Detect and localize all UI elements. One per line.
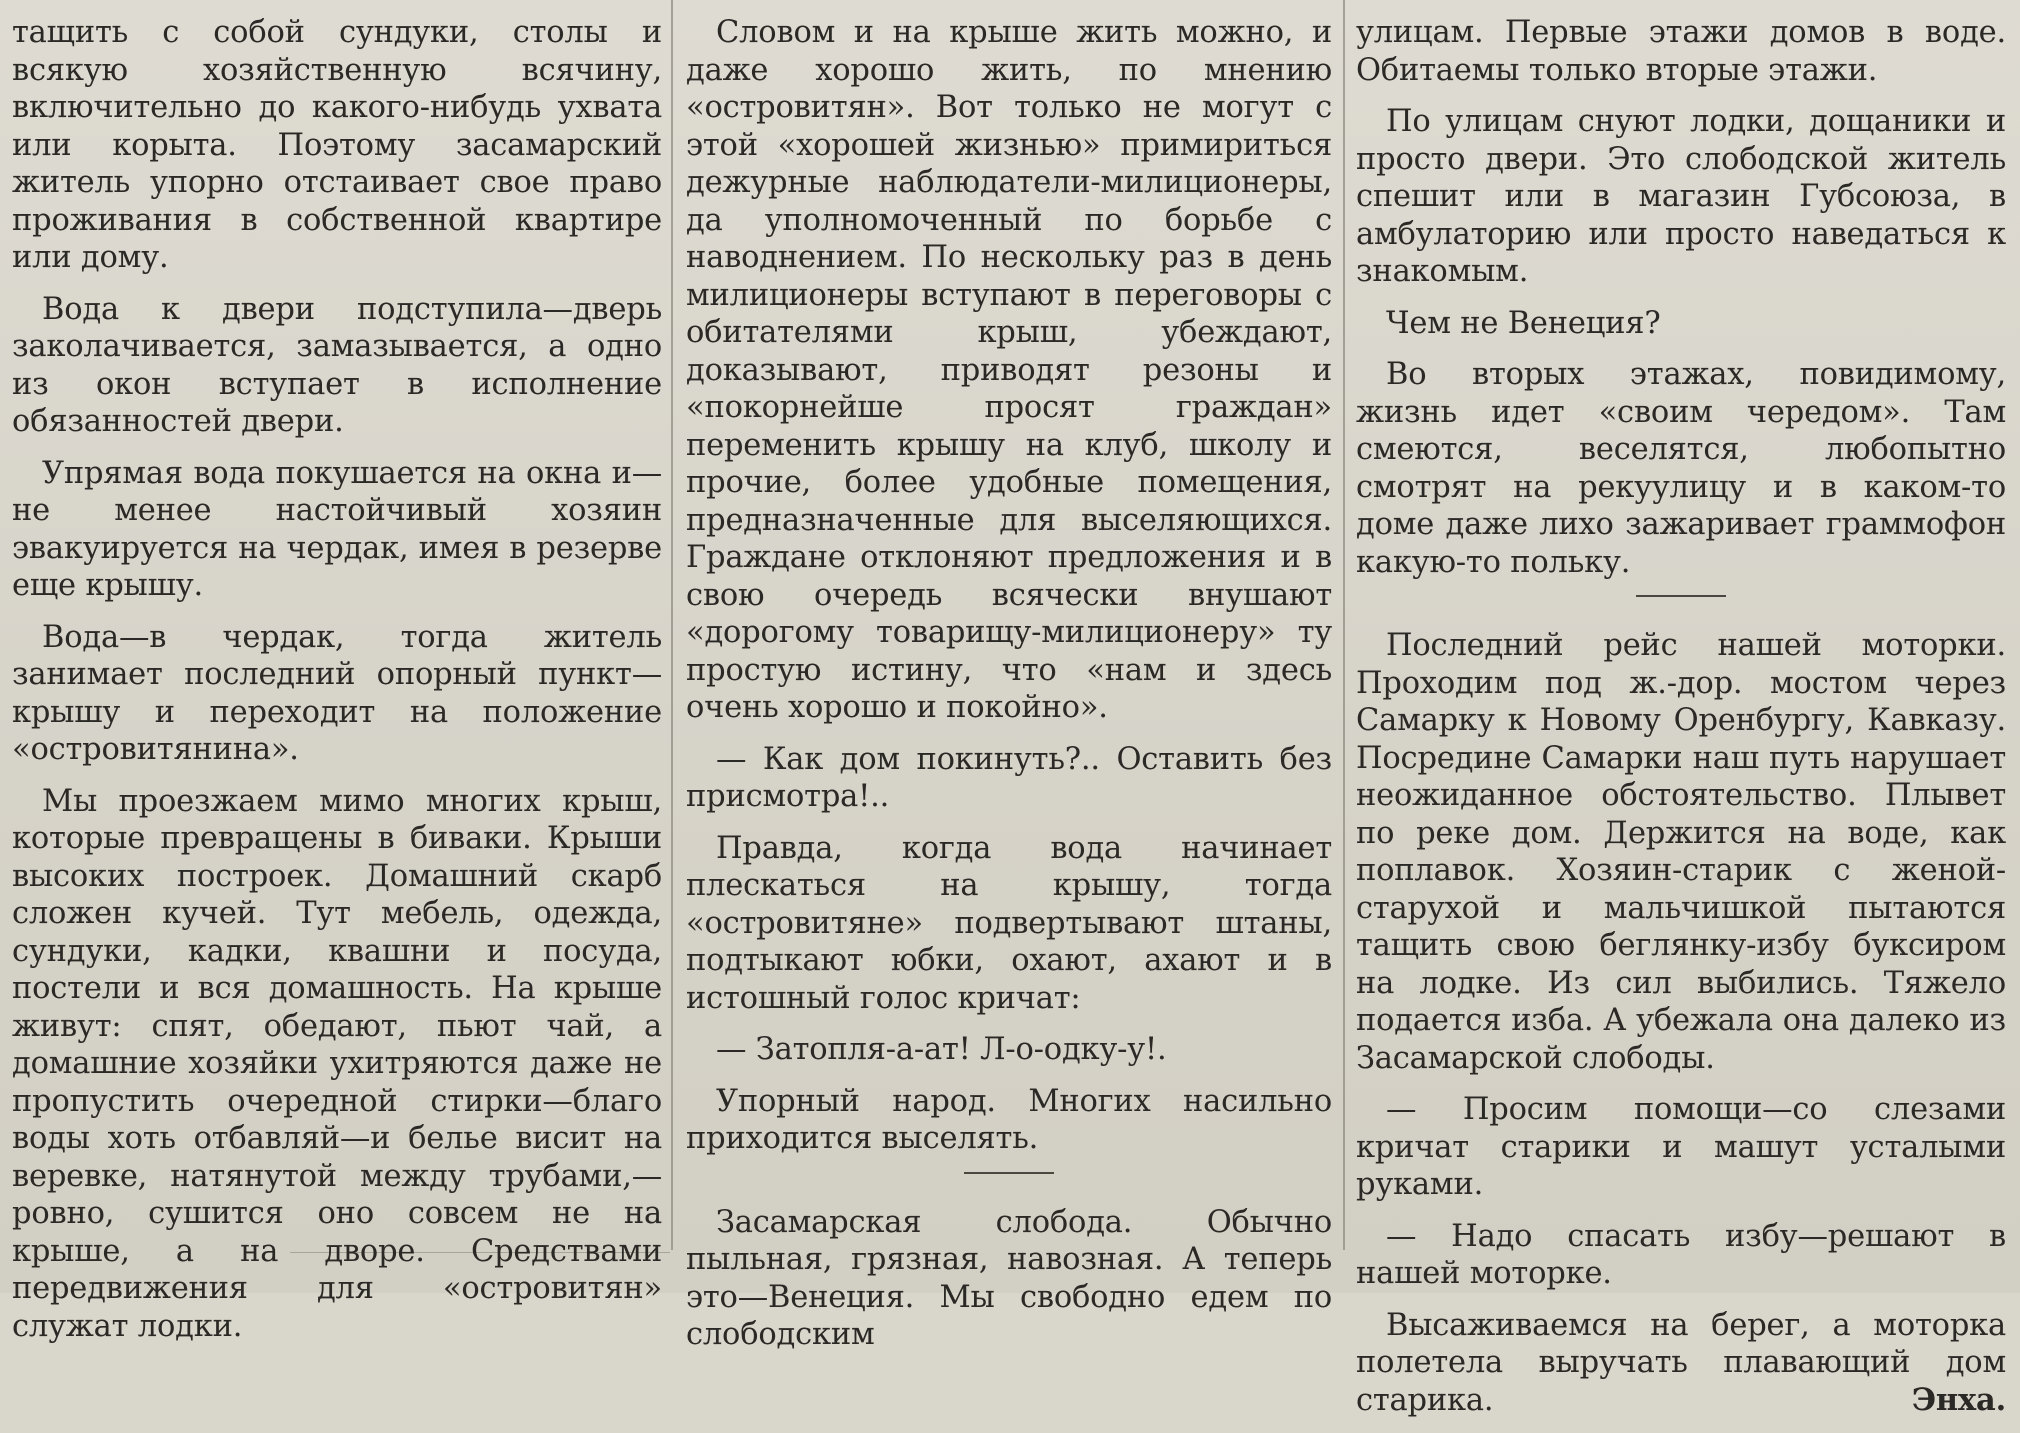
column-rule-right — [1343, 0, 1345, 1250]
paragraph: Вода—в чердак, тогда житель занимает последний опорный пункт—крышу и переходит на положение «островитянина». — [12, 619, 662, 767]
paragraph: — Как дом покинуть?.. Оставить без присмотра!.. — [686, 741, 1332, 814]
column-rule-left — [671, 0, 673, 1250]
paragraph: Засамарская слобода. Обычно пыльная, грязная, навозная. А теперь это—Венеция. Мы свободно едем по слободским — [686, 1204, 1332, 1352]
author-signature: Энха. — [1911, 1381, 2006, 1418]
paragraph: Последний рейс нашей моторки. Проходим под ж.-дор. мостом через Самарку к Новому Оренбургу, Кавказу. Посредине Самарки наш путь нарушает неожиданное обстоятельство. Плывет по реке дом. Держится на воде, как поплавок. Хозяин-старик с женой-старухой и мальчишкой пытаются тащить свою беглянку-избу буксиром на лодке. Из сил выбились. Тяжело подается изба. А убежала она далеко из Засамарской слободы. — [1356, 628, 2006, 1076]
paragraph: Вода к двери подступила—дверь заколачивается, замазывается, а одно из окон вступает в исполнение обязанностей двери. — [12, 291, 662, 439]
paragraph: Упорный народ. Многих насильно приходится выселять. — [686, 1083, 1332, 1156]
text-column-1 — [12, 14, 662, 1359]
paragraph: По улицам снуют лодки, дощаники и просто двери. Это слободской житель спешит или в магазин Губсоюза, в амбулаторию или просто наведаться к знакомым. — [1356, 104, 2006, 289]
paragraph: — Надо спасать избу—решают в нашей моторке. — [1356, 1218, 2006, 1291]
paragraph: Чем не Венеция? — [1386, 305, 1661, 341]
paragraph: Словом и на крыше жить можно, и даже хорошо жить, по мнению «островитян». Вот только не могут с этой «хорошей жизнью» примириться дежурные наблюдатели-милиционеры, да уполномоченный по борьбе с наводнением. По нескольку раз в день милиционеры вступают в переговоры с обитателями крыш, убеждают, доказывают, приводят резоны и «покорнейше просят граждан» переменить крышу на клуб, школу и прочие, более удобные помещения, предназначенные для выселяющихся. Граждане отклоняют предложения и в свою очередь всячески внушают «дорогому товарищу-милиционеру» ту простую истину, что «нам и здесь очень хорошо и покойно». — [686, 15, 1332, 725]
paragraph: тащить с собой сундуки, столы и всякую хозяйственную всячину, включительно до какого-нибудь ухвата или корыта. Поэтому засамарский житель упорно отстаивает свое право проживания в собственной квартире или дому. — [12, 15, 662, 275]
paragraph: — Просим помощи—со слезами кричат старики и машут усталыми руками. — [1356, 1092, 2006, 1202]
paragraph — [1356, 1307, 2006, 1420]
paragraph: улицам. Первые этажи домов в воде. Обитаемы только вторые этажи. — [1356, 15, 2006, 88]
text-column-3 — [1356, 14, 2006, 1433]
paragraph: — Затопля-а-ат! Л-о-одку-у!. — [716, 1032, 1167, 1067]
paragraph: Во вторых этажах, повидимому, жизнь идет «своим чередом». Там смеются, веселятся, любопытно смотрят на рекуулицу и в каком-то доме даже лихо зажаривает граммофон какую-то польку. — [1356, 357, 2006, 580]
paragraph-text: Высаживаемся на берег, а моторка полетела выручать плавающий дом старика. — [1356, 1307, 2006, 1418]
section-divider — [964, 1172, 1054, 1174]
paragraph: Правда, когда вода начинает плескаться на крышу, тогда «островитяне» подвертывают штаны, подтыкают юбки, охают, ахают и в истошный голос кричат: — [686, 830, 1332, 1016]
text-column-2 — [686, 14, 1332, 1368]
paragraph: Мы проезжаем мимо многих крыш, которые превращены в биваки. Крыши высоких построек. Домашний скарб сложен кучей. Тут мебель, одежда, сундуки, кадки, квашни и посуда, постели и вся домашность. На крыше живут: спят, обедают, пьют чай, а домашние хозяйки ухитряются даже не пропустить очередной стирки—благо воды хоть отбавляй—и белье висит на веревке, натянутой между трубами,—ровно, сушится оно совсем не на крыше, а на дворе. Средствами передвижения для «островитян» служат лодки. — [12, 783, 662, 1344]
section-divider — [1636, 595, 1726, 597]
paragraph: Упрямая вода покушается на окна и—не менее настойчивый хозяин эвакуируется на чердак, имея в резерве еще крышу. — [12, 455, 662, 603]
